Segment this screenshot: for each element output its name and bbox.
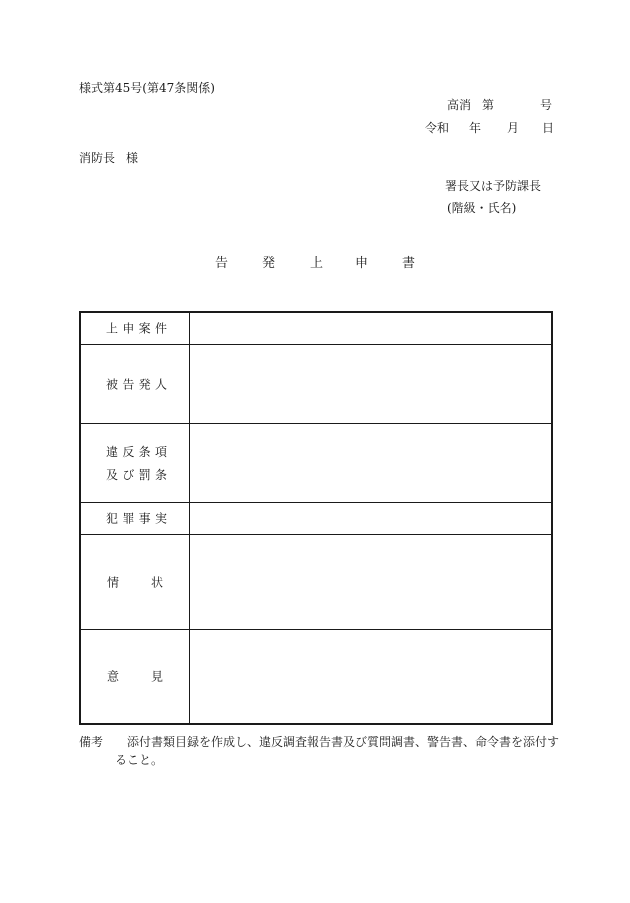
title-char: 告 (215, 256, 229, 271)
label-cell-crime-facts (80, 502, 190, 534)
value-cell-crime-facts[interactable] (190, 502, 553, 534)
notes-text-line1: 添付書類目録を作成し、違反調査報告書及び質問調書、警告書、命令書を添付す (127, 735, 560, 749)
table-row (80, 502, 552, 534)
addressee-honorific: 様 (126, 151, 139, 165)
date-line (425, 122, 560, 136)
value-cell-circumstances[interactable] (190, 534, 553, 629)
label-crime-facts: 犯 罪 事 実 (106, 511, 167, 526)
value-cell-case[interactable] (190, 312, 553, 344)
date-month: 月 (507, 121, 520, 135)
label-cell-accused (80, 344, 190, 423)
doc-no-dai: 第 (482, 98, 495, 112)
label-cell-violation (80, 423, 190, 502)
label-circumstances: 情 状 (107, 575, 163, 589)
label-accused: 被 告 発 人 (106, 377, 167, 391)
value-cell-accused[interactable] (190, 344, 553, 423)
document-title (215, 257, 425, 273)
table-row (80, 423, 552, 502)
date-year: 年 (469, 121, 482, 135)
notes-heading: 備考 (79, 735, 104, 749)
table-row (80, 312, 552, 344)
addressee-name: 消防長 (79, 151, 116, 165)
form-number: 様式第45号(第47条関係) (79, 81, 215, 95)
title-char: 発 (262, 256, 276, 271)
document-number-line (447, 99, 557, 113)
date-day: 日 (542, 121, 555, 135)
doc-no-prefix: 高消 (447, 98, 472, 112)
label-case: 上 申 案 件 (106, 321, 167, 336)
title-char: 申 (355, 256, 369, 271)
doc-no-suffix: 号 (540, 98, 553, 112)
title-char: 書 (402, 256, 416, 271)
value-cell-violation[interactable] (190, 423, 553, 502)
label-opinion: 意 見 (107, 669, 163, 684)
date-era: 令和 (425, 121, 450, 135)
label-violation: 違 反 条 項 及 び 罰 条 (106, 444, 167, 482)
value-cell-opinion[interactable] (190, 629, 553, 724)
report-table (79, 311, 553, 725)
table-row (80, 534, 552, 629)
sender-title: 署長又は予防課長 (445, 179, 542, 193)
notes-text-line2: ること。 (115, 753, 164, 767)
label-cell-circumstances (80, 534, 190, 629)
table-row (80, 629, 552, 724)
label-cell-opinion (80, 629, 190, 724)
label-cell-case (80, 312, 190, 344)
table-row (80, 344, 552, 423)
sender-subtitle: (階級・氏名) (447, 201, 517, 215)
title-char: 上 (310, 256, 324, 271)
